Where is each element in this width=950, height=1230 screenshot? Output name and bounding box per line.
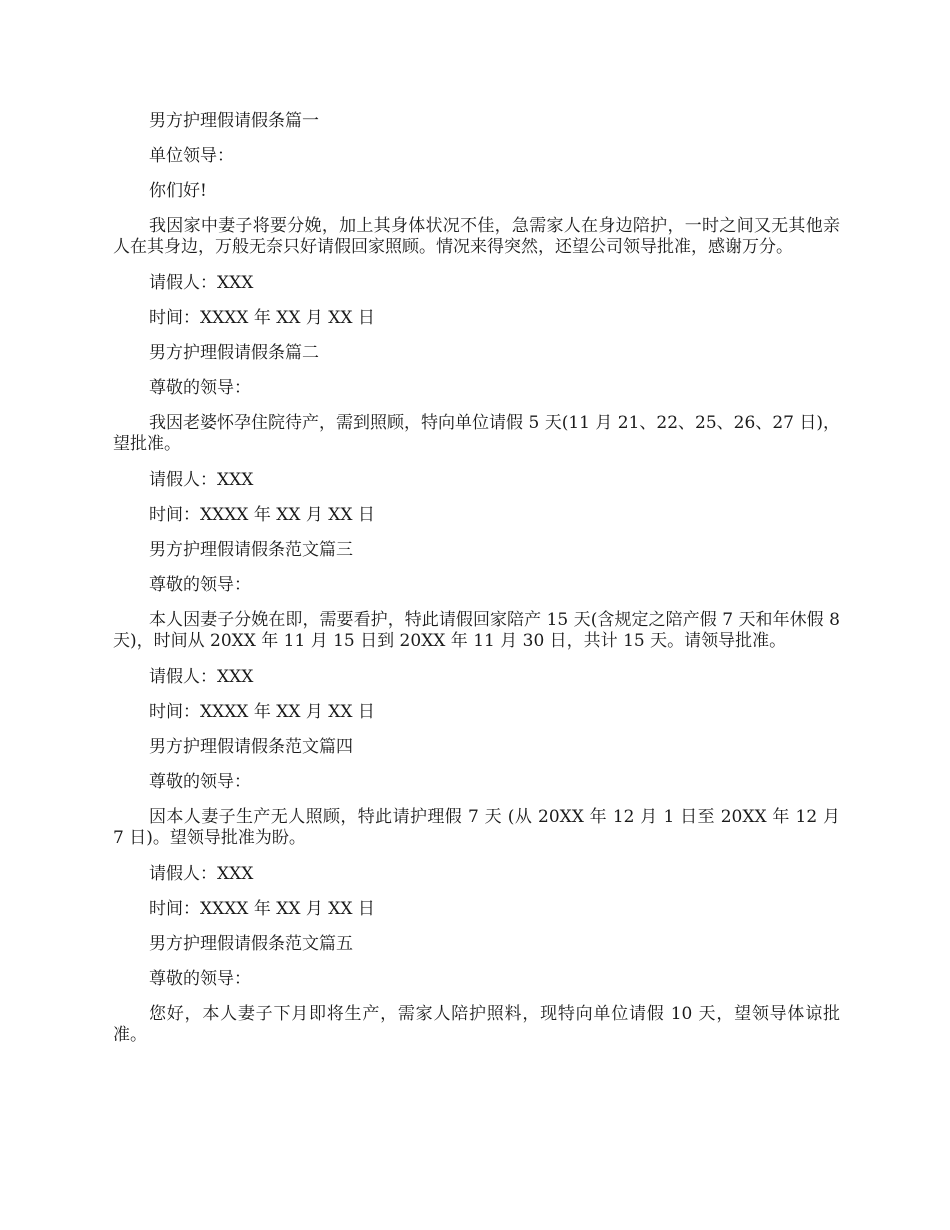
body-paragraph-4: 因本人妻子生产无人照顾，特此请护理假 7 天 (从 20XX 年 12 月 1 日至 20XX 年 12 月 7 日)。望领导批准为盼。 [113,807,840,848]
applicant-line-3: 请假人：XXX [149,667,254,687]
document-body [113,111,840,1061]
salutation-4: 尊敬的领导： [149,772,251,792]
applicant-line-1: 请假人：XXX [149,273,254,293]
applicant-line-4: 请假人：XXX [149,864,254,884]
body-paragraph-2: 我因老婆怀孕住院待产，需到照顾，特向单位请假 5 天(11 月 21、22、25、26、27 日)，望批准。 [113,413,840,454]
section-title-3: 男方护理假请假条范文篇三 [149,540,353,560]
date-line-1: 时间：XXXX 年 XX 月 XX 日 [149,308,375,328]
body-paragraph-3: 本人因妻子分娩在即，需要看护，特此请假回家陪产 15 天(含规定之陪产假 7 天和年休假 8 天)，时间从 20XX 年 11 月 15 日到 20XX 年 11 月 30 日，共计 15 天。请领导批准。 [113,610,840,651]
salutation-2: 尊敬的领导： [149,378,251,398]
section-title-5: 男方护理假请假条范文篇五 [149,934,353,954]
salutation-5: 尊敬的领导： [149,969,251,989]
applicant-line-2: 请假人：XXX [149,470,254,490]
section-title-1: 男方护理假请假条篇一 [149,111,319,131]
body-paragraph-5: 您好，本人妻子下月即将生产，需家人陪护照料，现特向单位请假 10 天，望领导体谅批准。 [113,1004,840,1045]
date-line-3: 时间：XXXX 年 XX 月 XX 日 [149,702,375,722]
date-line-4: 时间：XXXX 年 XX 月 XX 日 [149,899,375,919]
greeting-1: 你们好! [149,181,207,201]
date-line-2: 时间：XXXX 年 XX 月 XX 日 [149,505,375,525]
salutation-3: 尊敬的领导： [149,575,251,595]
salutation-1: 单位领导： [149,146,234,166]
section-title-4: 男方护理假请假条范文篇四 [149,737,353,757]
body-paragraph-1: 我因家中妻子将要分娩，加上其身体状况不佳，急需家人在身边陪护，一时之间又无其他亲人在其身边，万般无奈只好请假回家照顾。情况来得突然，还望公司领导批准，感谢万分。 [113,216,840,257]
section-title-2: 男方护理假请假条篇二 [149,343,319,363]
